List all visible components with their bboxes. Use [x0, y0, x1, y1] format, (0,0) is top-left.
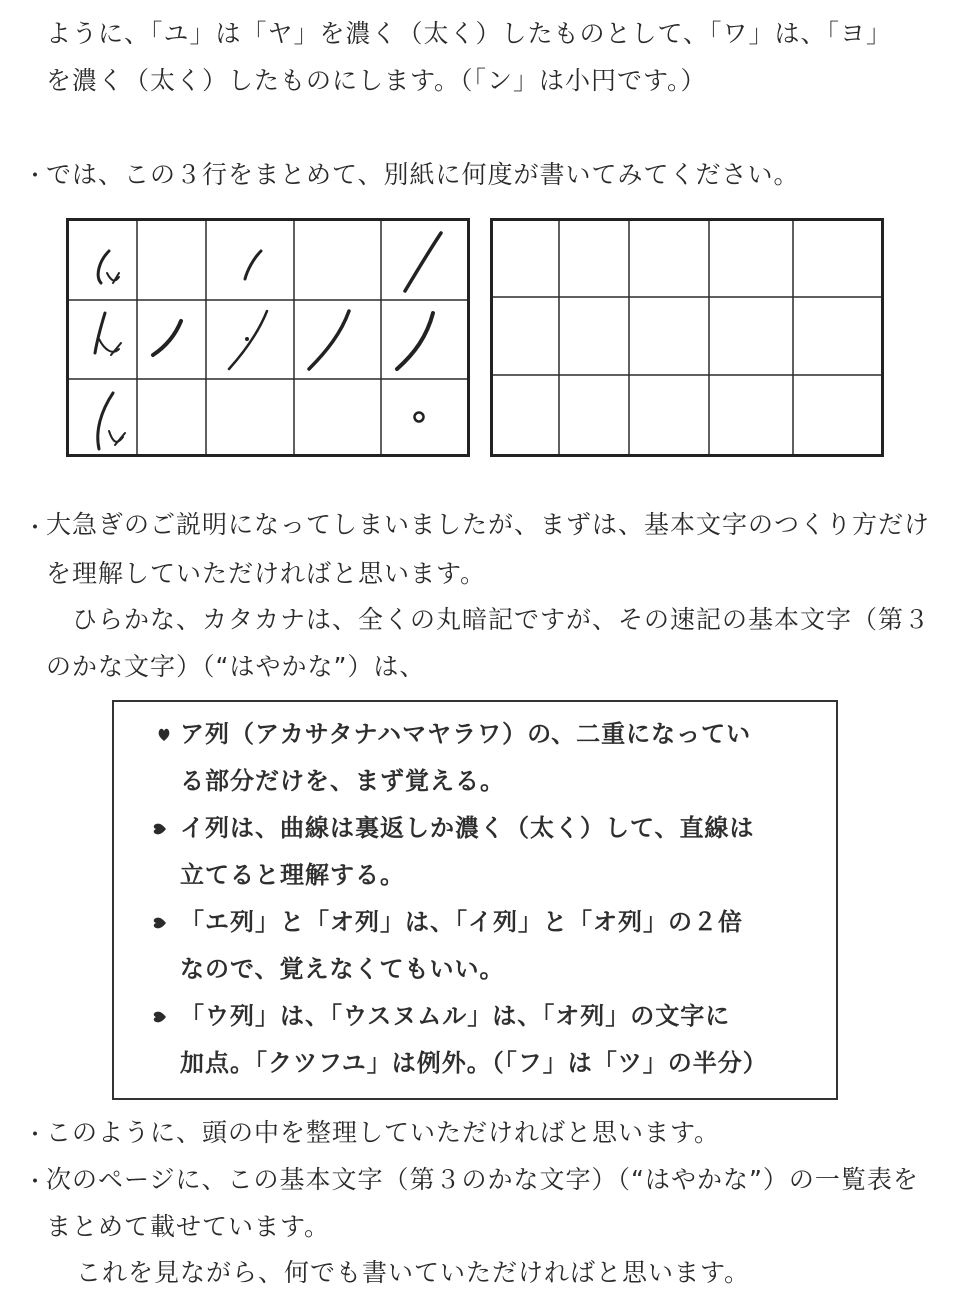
stroke-mark: [397, 313, 433, 369]
stroke-mark: [98, 393, 125, 449]
stroke-mark: [245, 251, 261, 279]
heart-bullet-icon: [153, 917, 167, 929]
bullet: ・: [24, 164, 47, 189]
explanation-line-2: を理解していただければと思います。: [46, 559, 487, 588]
stroke-mark: [309, 311, 349, 369]
summary-box: [112, 700, 838, 1100]
heart-bullet-icon: [158, 728, 170, 742]
closing-line-4: これを見ながら、何でも書いていただければと思います。: [76, 1258, 751, 1287]
heart-bullet-icon: [153, 1011, 167, 1023]
summary-item-4-line-1: 「ウ列」は、「ウスヌムル」は、「オ列」の文字に: [180, 1002, 731, 1030]
intro-line-1: ように、「ユ」は「ヤ」を濃く（太く）したものとして、「ワ」は、「ヨ」: [46, 19, 893, 48]
stroke-mark: [95, 313, 121, 355]
stroke-mark: [415, 413, 424, 422]
summary-item-4-line-2: 加点。「クツフユ」は例外。（「フ」は「ツ」の半分）: [180, 1049, 768, 1077]
bullet: ・: [24, 516, 47, 541]
closing-line-1: このように、頭の中を整理していただければと思います。: [46, 1118, 721, 1147]
stroke-mark: [405, 233, 441, 291]
bullet: ・: [24, 1170, 47, 1195]
summary-item-3-line-1: 「エ列」と「オ列」は、「イ列」と「オ列」の２倍: [180, 908, 743, 936]
example-grid: [66, 218, 470, 457]
explanation-line-1: 大急ぎのご説明になってしまいましたが、まずは、基本文字のつくり方だけ: [46, 510, 931, 539]
summary-item-2-line-1: イ列は、曲線は裏返しか濃く（太く）して、直線は: [180, 814, 755, 842]
closing-line-2: 次のページに、この基本文字（第３のかな文字）（“はやかな”）の一覧表を: [46, 1165, 919, 1194]
summary-item-3-line-2: なので、覚えなくてもいい。: [180, 955, 505, 983]
stroke-mark: [98, 251, 119, 283]
practice-instruction: では、この３行をまとめて、別紙に何度が書いてみてください。: [46, 160, 800, 189]
summary-item-1-line-1: ア列（アカサタナハマヤラワ）の、二重になってい: [180, 720, 752, 748]
summary-item-2-line-2: 立てると理解する。: [180, 861, 405, 889]
closing-line-3: まとめて載せています。: [46, 1212, 331, 1241]
explanation-line-3: ひらかな、カタカナは、全くの丸暗記ですが、その速記の基本文字（第３: [72, 605, 931, 634]
stroke-mark: [246, 338, 249, 341]
heart-bullet-icon: [153, 823, 167, 835]
practice-grid: [490, 218, 884, 457]
summary-item-1-line-2: る部分だけを、まず覚える。: [180, 767, 505, 795]
bullet: ・: [24, 1123, 47, 1148]
explanation-line-4: のかな文字）（“はやかな”）は、: [46, 652, 426, 681]
stroke-mark: [153, 321, 181, 355]
intro-line-2: を濃く（太く）したものにします。（「ン」は小円です。）: [46, 66, 707, 95]
